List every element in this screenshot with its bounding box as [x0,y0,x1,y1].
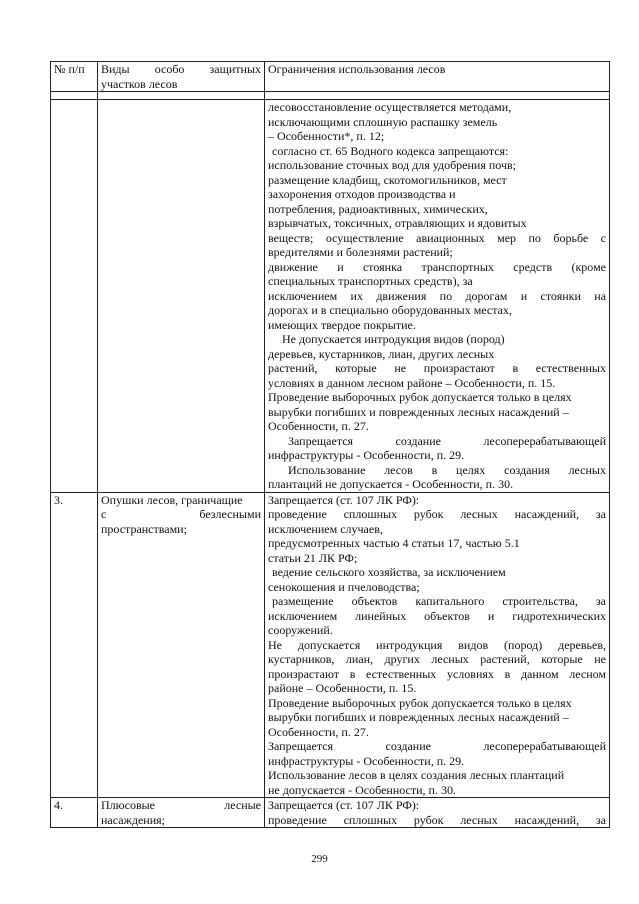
text-line: – Особенности*, п. 12; [268,129,385,143]
text-line: растений, которые не произрастают в естественных [268,361,606,375]
row-num-cell [51,798,98,828]
text-line: Проведение выборочных рубок допускается только в целях [268,390,572,404]
text-line: Особенности, п. 27. [268,419,369,433]
text-line: инфраструктуры - Особенности, п. 29. [268,448,465,462]
type-line: пространствами; [101,521,187,536]
cont-restriction-cell [265,100,610,493]
spacer-cell [51,92,98,100]
text-line: сенокошения и пчеловодства; [268,579,420,594]
restrictions-table [50,61,610,828]
text-line: исключением линейных объектов и гидротехнических [268,608,606,623]
text-line: вырубки погибших и поврежденных лесных насаждений – [268,710,569,724]
text-line: предусмотренных частью 4 статьи 17, частью 5.1 [268,536,520,550]
header-restriction-cell [265,62,610,92]
text-line: размещение кладбищ, скотомогильников, мест [268,172,507,187]
header-type-line: участков лесов [101,76,178,91]
text-line: вырубки погибших и поврежденных лесных насаждений – [268,404,569,419]
text-line: проведение сплошных рубок лесных насаждений, за [268,507,606,521]
text-line: кустарников, лиан, других лесных растений, которые не [268,652,606,666]
text-line: плантаций не допускается - Особенности, п. 30. [268,477,514,491]
text-line: согласно ст. 65 Водного кодекса запрещаются: [272,143,509,158]
text-line: Запрещается создание лесоперерабатывающей [268,739,606,753]
type-line: с безлесными [101,507,261,521]
text-line: Особенности, п. 27. [268,724,369,739]
text-line: деревьев, кустарников, лиан, других лесных [268,346,495,361]
type-line: Плюсовые лесные [101,798,261,812]
text-line: условиях в данном лесном районе – Особенности, п. 15. [268,375,556,390]
text-line: Запрещается (ст. 107 ЛК РФ): [268,798,420,812]
text-line: инфраструктуры - Особенности, п. 29. [268,753,465,768]
text-line: размещение объектов капитального строительства, за [272,594,606,608]
cont-type-cell [98,100,265,493]
text-line: взрывчатых, токсичных, отравляющих и ядовитых [268,216,527,230]
header-type-line: Виды особо защитных [101,62,261,76]
row-restriction-cell [265,492,610,798]
text-line: использование сточных вод для удобрения почв; [268,158,517,172]
type-line: насаждения; [101,812,165,827]
text-line: Запрещается создание лесоперерабатывающей [288,433,606,448]
text-line: Использование лесов в целях создания лесных плантаций [268,768,565,782]
text-line: не допускается - Особенности, п. 30. [268,782,456,797]
text-line: потребления, радиоактивных, химических, [268,201,488,216]
text-line: захоронения отходов производства и [268,187,456,201]
row-type-cell [98,492,265,798]
text-line: вредителями и болезнями растений; [268,245,453,259]
cont-num-cell [51,100,98,493]
text-line: проведение сплошных рубок лесных насаждений, за [268,812,606,827]
text-line: районе – Особенности, п. 15. [268,681,417,695]
spacer-cell [265,92,610,100]
text-line: имеющих твердое покрытие. [268,317,416,332]
text-line: специальных транспортных средств), за [268,274,473,288]
text-line: исключением их движения по дорогам и стоянки на [268,288,606,303]
row-num-cell [51,492,98,798]
row-restriction-cell [265,798,610,828]
text-line: сооружений. [268,623,333,637]
text-line: Проведение выборочных рубок допускается только в целях [268,695,572,710]
text-line: лесовосстановление осуществляется методами, [268,100,512,114]
table-header-row [51,62,610,92]
text-line: исключением случаев, [268,521,383,536]
table-row-4 [51,798,610,828]
text-line: Использование лесов в целях создания лесных [288,462,606,477]
text-line: дорогах и в специально оборудованных местах, [268,303,512,317]
header-num-cell [51,62,98,92]
text-line: Не допускается интродукция видов (пород) деревьев, [268,637,606,652]
text-line: Не допускается интродукция видов (пород) [282,332,505,346]
text-line: ведение сельского хозяйства, за исключением [272,565,506,579]
header-type-cell [98,62,265,92]
table-row-continuation [51,100,610,493]
text-line: веществ; осуществление авиационных мер по борьбе с [268,230,606,245]
text-line: исключающими сплошную распашку земель [268,114,498,129]
text-line: статьи 21 ЛК РФ; [268,550,358,565]
spacer-row [51,92,610,100]
text-line: движение и стоянка транспортных средств (кроме [268,259,606,274]
spacer-cell [98,92,265,100]
row-type-cell [98,798,265,828]
table-row-3 [51,492,610,798]
header-restriction: Ограничения использования лесов [268,62,446,76]
row-num: 3. [54,492,63,507]
header-num: № п/п [54,62,85,76]
type-line: Опушки лесов, граничащие [101,492,243,507]
text-line: произрастают в естественных условиях в данном лесном [268,666,606,681]
text-line: Запрещается (ст. 107 ЛК РФ): [268,492,420,507]
page-number: 299 [311,853,328,865]
row-num: 4. [54,798,63,812]
